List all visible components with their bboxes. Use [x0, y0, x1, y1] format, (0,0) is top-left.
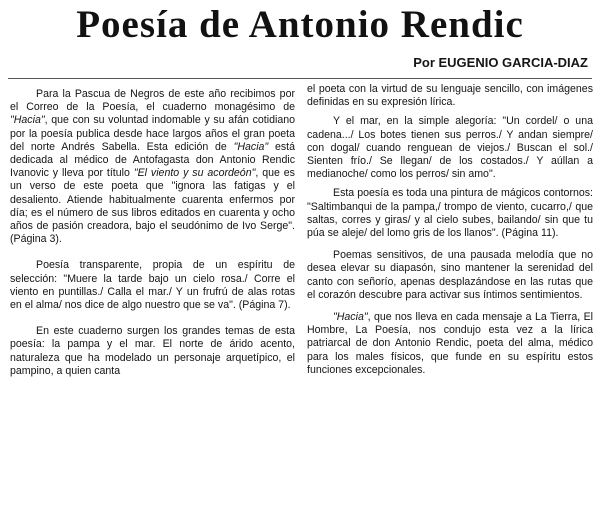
article-title: Poesía de Antonio Rendic	[76, 3, 524, 46]
left-column	[10, 88, 295, 391]
right-column	[307, 83, 593, 390]
paragraph-temas	[10, 325, 295, 378]
article-byline: Por EUGENIO GARCIA-DIAZ	[413, 55, 588, 70]
text-segment: , que con su voluntad indomable y su afán cotidiano por la poesía publica desde hace largos años el gran poeta del norte Andrés Sabella. Esta edición de	[10, 114, 295, 153]
italic-title: "Hacia"	[333, 311, 368, 324]
text-segment: Esta poesía es toda una pintura de mágicos contornos: "Saltimbanqui de la pampa,/ trompo de viento, cucarro,/ que saltas, corres y giras/ y al cielo subes, bailando/ sin que tu púa se aleje/ del lomo gris de los llanos". (Página 11).	[307, 187, 593, 240]
text-segment: está dedicada al médico de Antofagasta don Antonio Rendic Ivanovic y lleva por título	[10, 140, 296, 180]
paragraph-poemas	[307, 249, 593, 302]
text-segment: Poemas sensitivos, de una pausada melodía que no desea elevar su diapasón, sino mantener la serenidad del canto con señorío, apenas desplazándose en las rutas que el corazón descubre para activar sus íntimos sentimientos.	[307, 249, 593, 301]
text-segment: Poesía transparente, propia de un espíritu de selección: "Muere la tarde bajo un cielo rosa./ Corre el viento en puntillas./ Calla el mar./ Y un frufrú de alas rotas en el alma/ nos dice de algo nuestro que se va". (Página 7).	[10, 259, 295, 312]
paragraph-pintura	[307, 187, 593, 240]
paragraph-continuation	[307, 83, 593, 109]
text-segment: Para la Pascua de Negros de este año recibimos por el Correo de la Poesía, el cuaderno monagésimo de	[10, 88, 295, 114]
italic-title: "Hacia"	[10, 114, 45, 127]
paragraph-hacia	[307, 311, 593, 377]
text-segment: el poeta con la virtud de su lenguaje sencillo, con imágenes definidas en su expresión lírica.	[307, 83, 593, 109]
text-segment: En este cuaderno surgen los grandes temas de esta poesía: la pampa y el mar. El norte de árido acento, naturaleza que ha modelado un personaje arquetípico, el pampino, a quien canta	[10, 325, 295, 377]
paragraph-transparente	[10, 259, 295, 312]
italic-title: "El viento y su acordeón"	[133, 167, 256, 180]
paragraph-intro	[10, 88, 295, 246]
text-segment: , que nos lleva en cada mensaje a La Tierra, El Hombre, La Poesía, nos condujo esta vez a la lírica patriarcal de don Antonio Rendic, poeta del alma, médico para los males físicos, que funde en su espíritu estos funciones excepcionales.	[307, 311, 593, 376]
text-segment: , que es un verso de este poeta que "ignora las fatigas y el desaliento. Atiende habitualmente cuarenta enfermos por día; es el número de sus libros editados en cuarenta y ocho años de pasión creadora, bajo el seudónimo de Ivo Serge". (Página 3).	[10, 167, 295, 246]
italic-title: "Hacia"	[233, 140, 269, 153]
text-segment: Y el mar, en la simple alegoría: "Un cordel/ o una cadena.../ Los botes tienen sus perros./ Y andan siempre/ con dogal/ cuando renguean de viejos./ Buscan el sol./ Sienten frío./ Se llegan/ de los costados./ Y aúllan a medianoche/ como los perros/ sin amo".	[307, 115, 593, 181]
paragraph-mar	[307, 115, 593, 181]
title-divider	[8, 78, 592, 79]
